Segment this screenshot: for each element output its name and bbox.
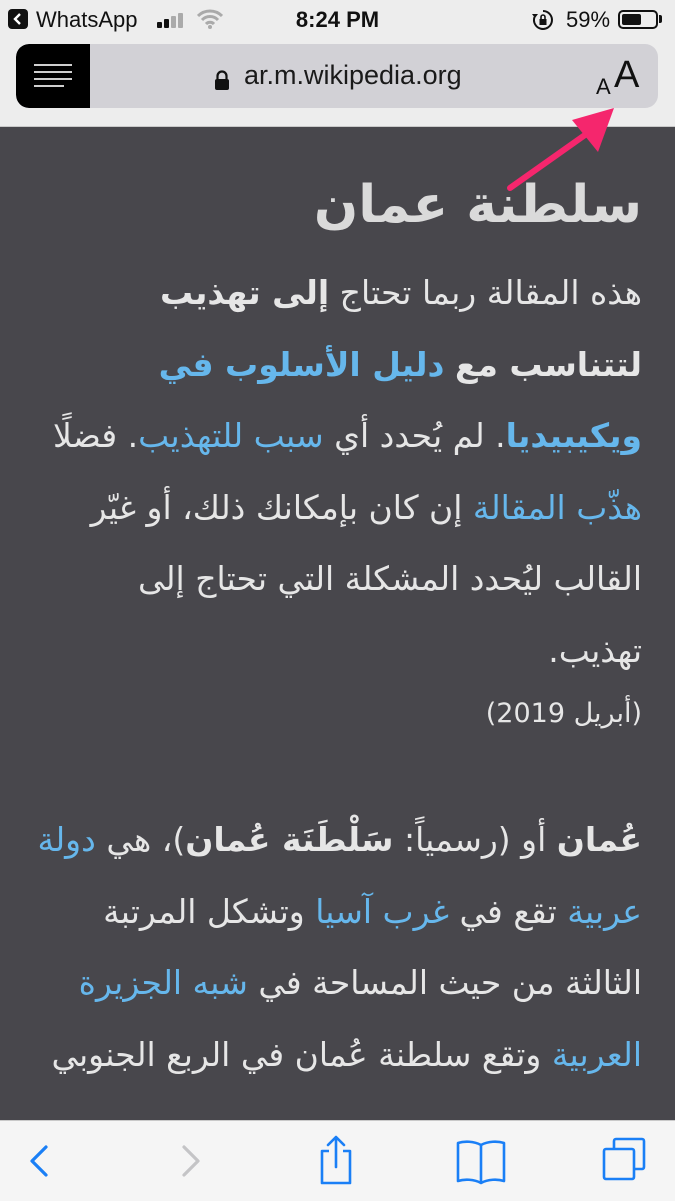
article-title: سلطنة عمان (313, 175, 642, 235)
link-arabian-peninsula[interactable]: شبه الجزيرة العربية (78, 963, 642, 1074)
back-icon[interactable] (26, 1121, 54, 1201)
link-edit-article[interactable]: هذّب المقالة (472, 487, 642, 527)
reader-view-button[interactable] (16, 44, 90, 108)
forward-icon[interactable] (176, 1121, 204, 1201)
intro-text-2: )، هي (95, 820, 186, 859)
intro-text-1: أو (رسمياً: (393, 820, 557, 859)
status-bar (0, 0, 675, 40)
rotation-lock-icon (531, 8, 555, 32)
intro-text-5: وتقع سلطنة عُمان في الربع الجنوبي (51, 1034, 552, 1074)
battery-percent: 59% (566, 7, 611, 32)
intro-bold-official: سَلْطَنَة عُمان (185, 820, 394, 859)
article-view[interactable] (0, 127, 675, 1120)
back-to-app-label[interactable]: WhatsApp (36, 7, 138, 32)
intro-text-3: تقع في (449, 891, 568, 931)
tabs-icon[interactable] (600, 1121, 650, 1201)
notice-text-2: . لم يُحدد أي (323, 416, 506, 455)
notice-date: (أبريل 2019) (485, 698, 642, 729)
annotation-arrow-icon (500, 96, 630, 196)
notice-text-4: إن كان بإمكانك ذلك، أو غيّر القالب ليُحدد المشكلة التي تحتاج إلى تهذيب. (90, 487, 642, 670)
intro-text-4: وتشكل المرتبة الثالثة من حيث المساحة في (103, 891, 642, 1002)
intro-paragraph (36, 804, 642, 1090)
intro-bold-name: عُمان (556, 820, 642, 859)
article-content (36, 127, 642, 1090)
battery-tip (659, 15, 662, 23)
link-style-guide[interactable]: دليل الأسلوب في ويكيبيديا (158, 344, 642, 455)
link-arab-country[interactable]: دولة عربية (37, 820, 642, 931)
link-western-asia[interactable]: غرب آسيا (315, 891, 450, 931)
text-size-button[interactable] (596, 56, 656, 100)
notice-text-1: هذه المقالة ربما تحتاج (329, 273, 642, 312)
notice-bold-text: إلى تهذيب لتتناسب مع (160, 273, 642, 384)
share-icon[interactable] (314, 1121, 358, 1201)
url-text[interactable]: ar.m.wikipedia.org (244, 60, 462, 90)
clock: 8:24 PM (295, 7, 380, 32)
padlock-icon (214, 70, 230, 90)
notice-text-3: . فضلًا (53, 416, 139, 455)
bookmarks-icon[interactable] (454, 1121, 508, 1201)
bottom-toolbar (0, 1120, 675, 1201)
text-size-small-letter: A (596, 74, 611, 99)
text-size-large-letter: A (614, 54, 640, 96)
cleanup-notice (36, 257, 642, 744)
link-cleanup-reason[interactable]: سبب للتهذيب (138, 416, 324, 455)
battery-icon (618, 10, 658, 29)
